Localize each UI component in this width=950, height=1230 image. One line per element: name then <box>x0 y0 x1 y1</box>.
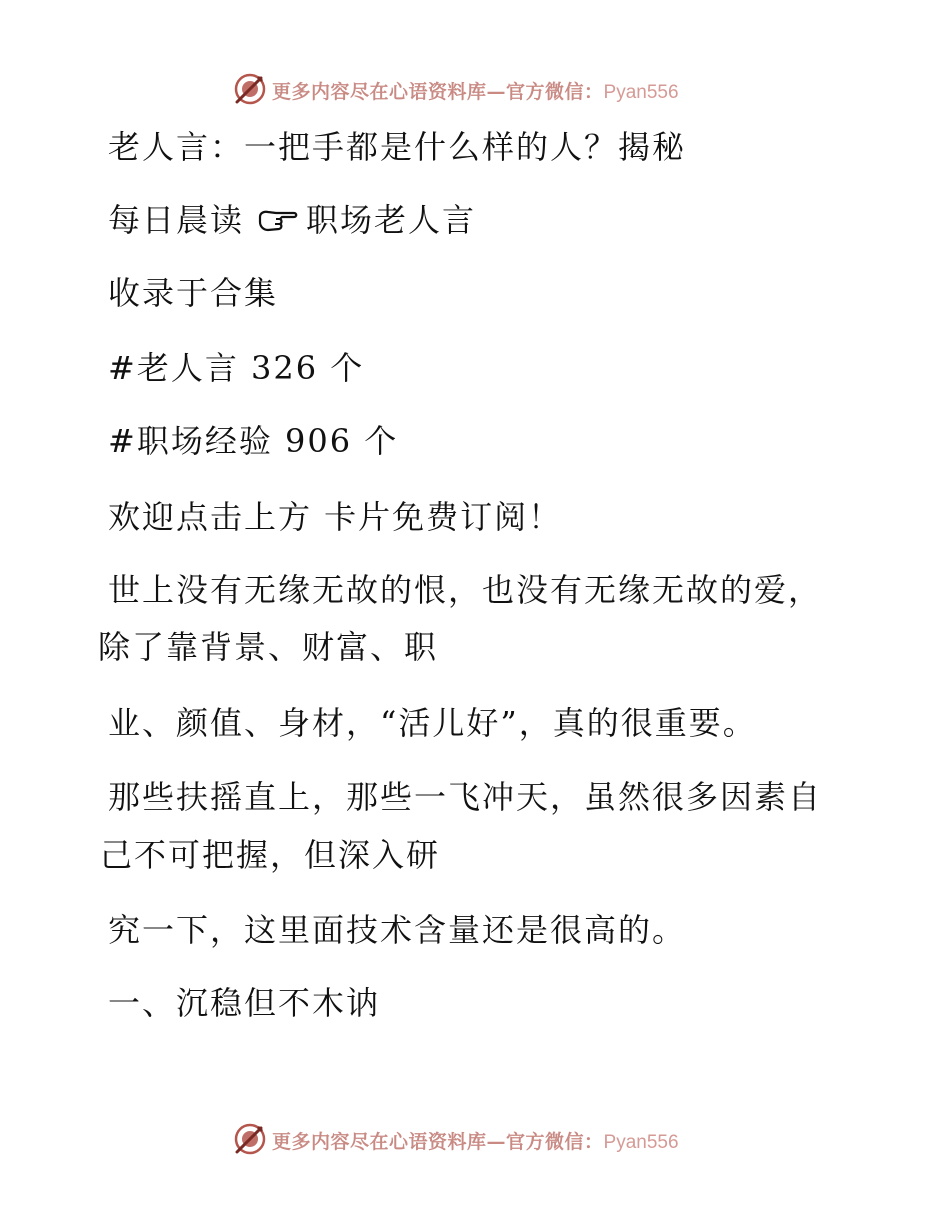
pen-seal-logo-icon <box>233 72 267 106</box>
section-heading-1: 一、沉稳但不木讷 <box>108 984 381 1022</box>
header-banner-text: 更多内容尽在心语资料库—官方微信：Pyan556 <box>272 81 679 103</box>
footer-banner <box>0 1120 950 1160</box>
paragraph-2-line-3: 究一下，这里面技术含量还是很高的。 <box>108 911 687 949</box>
subscribe-prompt: 欢迎点击上方 卡片免费订阅！ <box>108 498 563 536</box>
column-line <box>108 200 476 240</box>
pointing-hand-icon <box>256 205 300 235</box>
wechat-id: Pyan556 <box>603 1132 679 1153</box>
wechat-id: Pyan556 <box>603 82 679 103</box>
column-suffix: 职场老人言 <box>306 201 477 239</box>
paragraph-1-line-3: 业、颜值、身材，“活儿好”，真的很重要。 <box>108 704 757 742</box>
pen-seal-logo-icon <box>233 1122 267 1156</box>
header-banner <box>0 70 950 110</box>
paragraph-2-line-2: 己不可把握，但深入研 <box>100 836 441 874</box>
column-prefix: 每日晨读 <box>108 201 245 239</box>
collection-label: 收录于合集 <box>108 274 279 312</box>
paragraph-2-line-1: 那些扶摇直上，那些一飞冲天，虽然很多因素自 <box>108 778 823 816</box>
footer-banner-text: 更多内容尽在心语资料库—官方微信：Pyan556 <box>272 1131 679 1153</box>
paragraph-1-line-2: 除了靠背景、财富、职 <box>98 628 439 666</box>
hashtag-link-workplace[interactable]: #职场经验 906 个 <box>108 422 399 460</box>
hashtag-link-laorenyan[interactable]: #老人言 326 个 <box>108 349 365 387</box>
article-title: 老人言：一把手都是什么样的人？揭秘 <box>108 128 687 166</box>
paragraph-1-line-1: 世上没有无缘无故的恨，也没有无缘无故的爱， <box>108 571 823 609</box>
